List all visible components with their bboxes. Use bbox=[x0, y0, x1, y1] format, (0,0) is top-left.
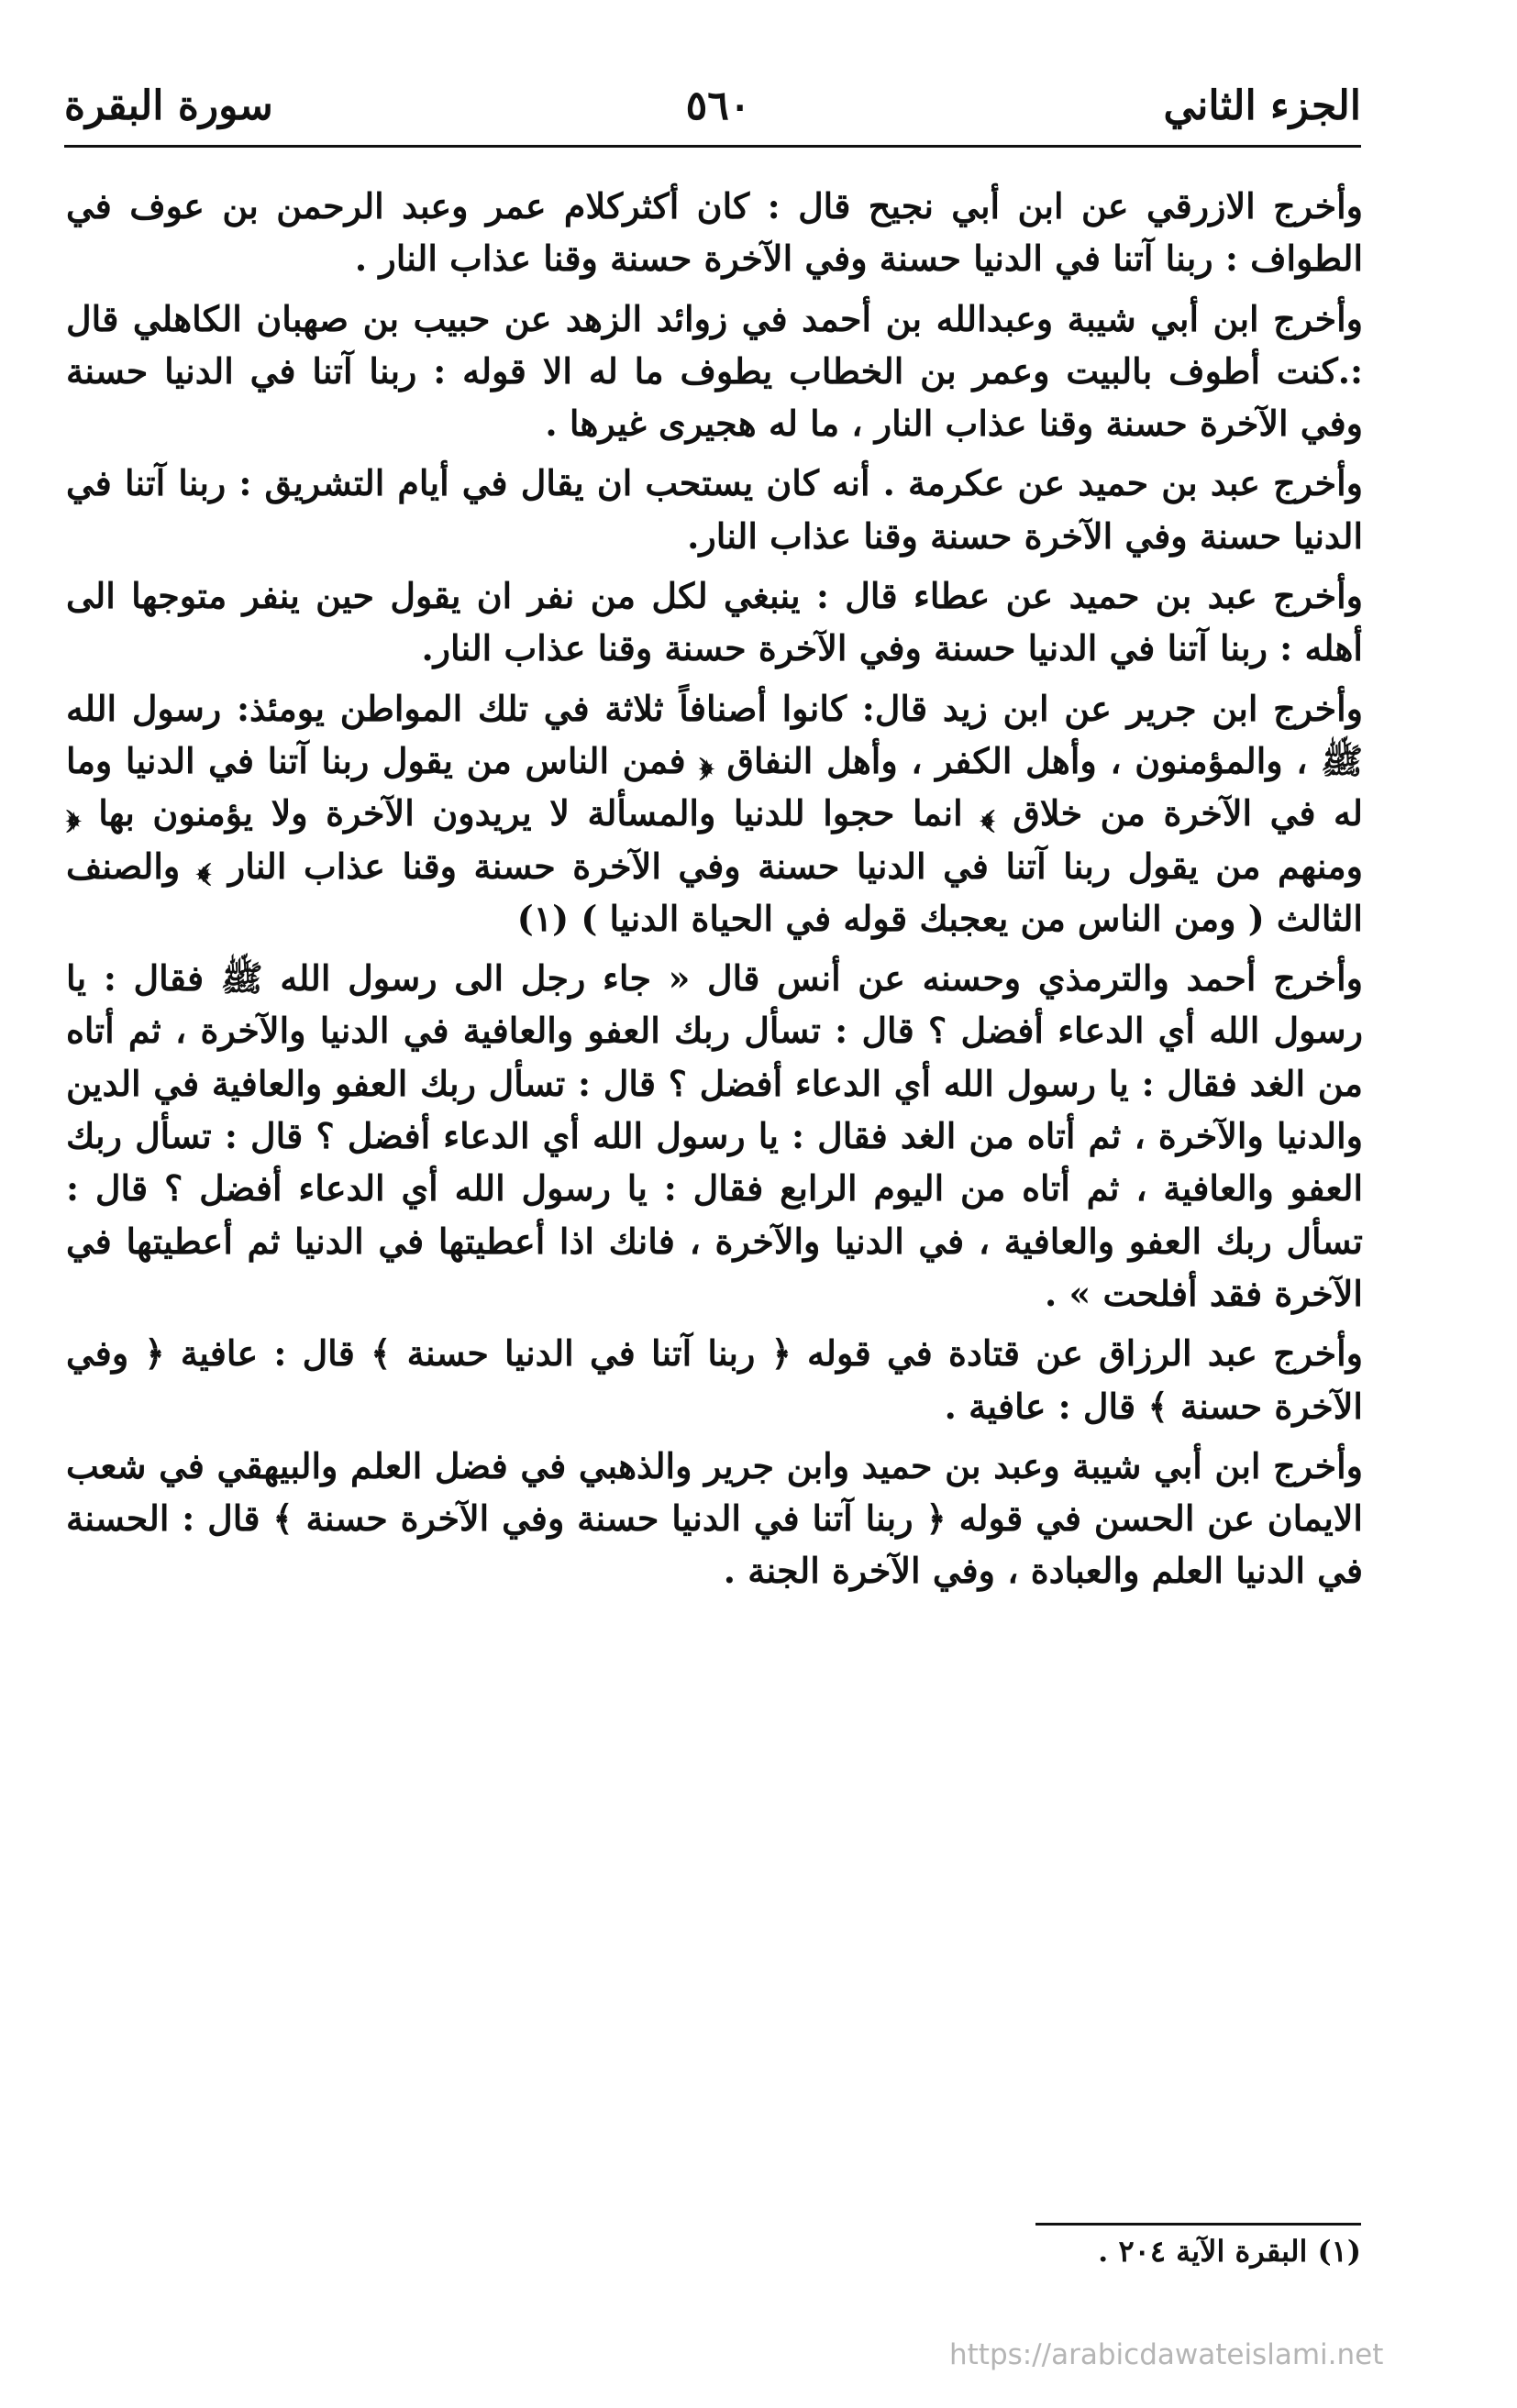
watermark-url: https://arabicdawateislami.net bbox=[949, 2338, 1384, 2371]
paragraph-text: وأخرج ابن جرير عن ابن زيد قال: كانوا أصنافاً ثلاثة في تلك المواطن يومئذ: رسول الله ﷺ ، والمؤمنون ، وأهل الكفر ، وأهل النفاق ﴿ فمن الناس من يقول ربنا آتنا في الدنيا وما له في الآخرة من خلاق ﴾ انما حجوا للدنيا والمسألة لا يريدون الآخرة ولا يؤمنون بها ﴿ ومنهم من يقول ربنا آتنا في الدنيا حسنة وفي الآخرة حسنة وقنا عذاب النار ﴾ والصنف الثالث ( ومن الناس من يعجبك قوله في الحياة الدنيا ) (١) bbox=[66, 687, 1363, 939]
paragraph bbox=[66, 293, 1363, 450]
paragraph-text: وأخرج عبد الرزاق عن قتادة في قوله ﴿ ربنا آتنا في الدنيا حسنة ﴾ قال : عافية ﴿ وفي الآخرة حسنة ﴾ قال : عافية . bbox=[66, 1332, 1363, 1427]
footnote: (١) البقرة الآية ٢٠٤ . bbox=[1098, 2234, 1361, 2269]
paragraph-text: وأخرج أحمد والترمذي وحسنه عن أنس قال « جاء رجل الى رسول الله ﷺ فقال : يا رسول الله أي الدعاء أفضل ؟ قال : تسأل ربك العفو والعافية في الدنيا والآخرة ، ثم أتاه من الغد فقال : يا رسول الله أي الدعاء أفضل ؟ قال : تسأل ربك العفو والعافية في الدين والدنيا والآخرة ، ثم أتاه من الغد فقال : يا رسول الله أي الدعاء أفضل ؟ قال : تسأل ربك العفو والعافية ، ثم أتاه من اليوم الرابع فقال : يا رسول الله أي الدعاء أفضل ؟ قال : تسأل ربك العفو والعافية ، في الدنيا والآخرة ، فانك اذا أعطيتها في الدنيا ثم أعطيتها في الآخرة فقد أفلحت » . bbox=[66, 957, 1363, 1314]
paragraph-text: وأخرج ابن أبي شيبة وعبد بن حميد وابن جرير والذهبي في فضل العلم والبيهقي في شعب الايمان عن الحسن في قوله ﴿ ربنا آتنا في الدنيا حسنة وفي الآخرة حسنة ﴾ قال : الحسنة في الدنيا العلم والعبادة ، وفي الآخرة الجنة . bbox=[66, 1444, 1363, 1592]
paragraph bbox=[66, 1440, 1363, 1597]
page-body bbox=[66, 180, 1363, 1605]
paragraph-text: وأخرج عبد بن حميد عن عطاء قال : ينبغي لكل من نفر ان يقول حين ينفر متوجها الى أهله : ربنا آتنا في الدنيا حسنة وفي الآخرة حسنة وقنا عذاب النار. bbox=[66, 575, 1363, 669]
paragraph bbox=[66, 457, 1363, 562]
paragraph bbox=[66, 1327, 1363, 1432]
paragraph-text: وأخرج ابن أبي شيبة وعبدالله بن أحمد في زوائد الزهد عن حبيب بن صهبان الكاهلي قال :.كنت أطوف بالبيت وعمر بن الخطاب يطوف ما له الا قوله : ربنا آتنا في الدنيا حسنة وفي الآخرة حسنة وقنا عذاب النار ، ما له هجيرى غيرها . bbox=[66, 297, 1363, 445]
surah-title: سورة البقرة bbox=[64, 82, 273, 129]
paragraph bbox=[66, 569, 1363, 675]
paragraph-text: وأخرج عبد بن حميد عن عكرمة . أنه كان يستحب ان يقال في أيام التشريق : ربنا آتنا في الدنيا حسنة وفي الآخرة حسنة وقنا عذاب النار. bbox=[66, 462, 1363, 557]
footnote-rule bbox=[1035, 2223, 1361, 2226]
page-number: ٥٦٠ bbox=[685, 82, 751, 129]
paragraph bbox=[66, 682, 1363, 944]
header-rule bbox=[64, 145, 1361, 148]
page-header bbox=[64, 66, 1361, 145]
part-title: الجزء الثاني bbox=[1163, 82, 1361, 129]
paragraph-text: وأخرج الازرقي عن ابن أبي نجيح قال : كان أكثركلام عمر وعبد الرحمن بن عوف في الطواف : ربنا آتنا في الدنيا حسنة وفي الآخرة حسنة وقنا عذاب النار . bbox=[66, 185, 1363, 280]
paragraph bbox=[66, 952, 1363, 1320]
paragraph bbox=[66, 180, 1363, 285]
